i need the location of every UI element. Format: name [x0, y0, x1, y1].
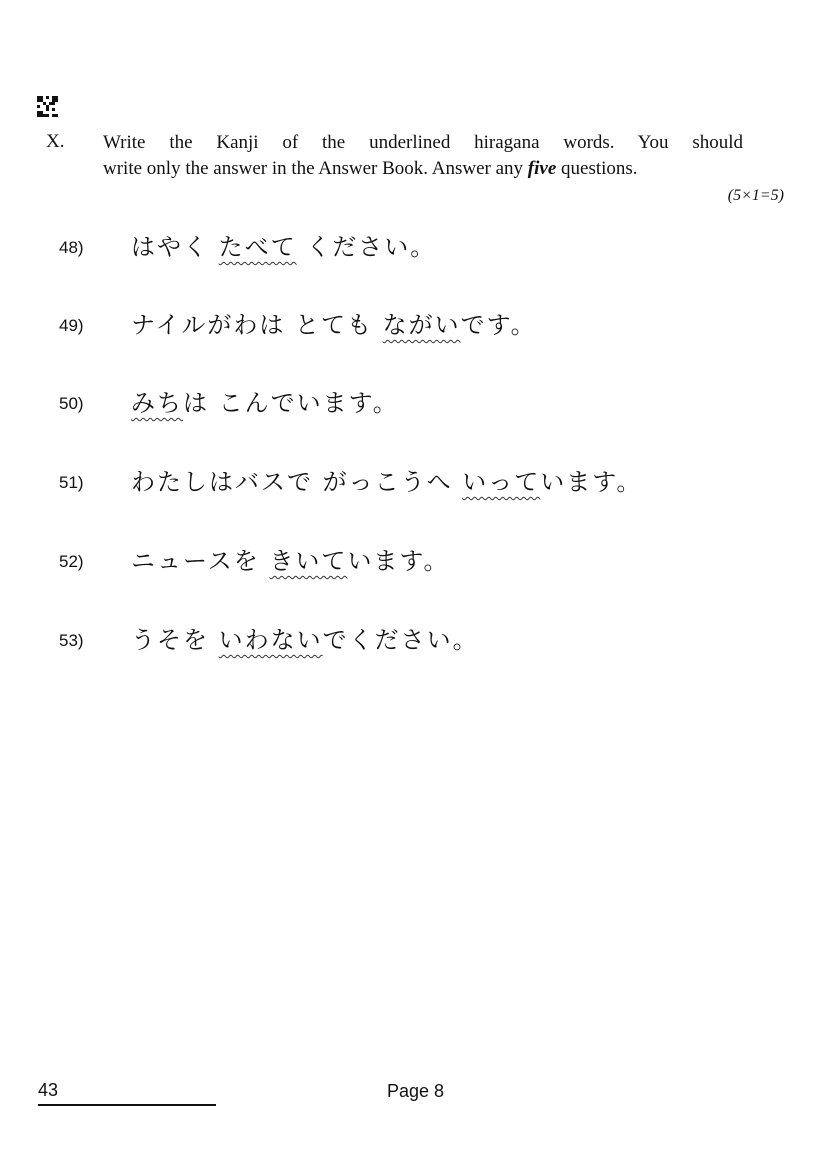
underlined-word: みち: [131, 389, 183, 417]
underlined-word: ながい: [382, 311, 461, 339]
underlined-word: いって: [462, 468, 541, 496]
instruction-line-1: Write the Kanji of the underlined hiragana words. You should: [103, 132, 743, 153]
question-text: [131, 305, 537, 340]
question-text: [131, 541, 450, 576]
question-text-post: です。: [460, 311, 537, 339]
underlined-word: たべて: [218, 233, 297, 261]
question-text-pre: うそを: [131, 626, 219, 654]
question-text-post: います。: [540, 468, 643, 496]
instruction-line-2: [103, 156, 743, 182]
question-53: [0, 618, 827, 658]
question-51: [0, 460, 827, 500]
question-48: [0, 225, 827, 265]
question-text-pre: ナイルがわは とても: [131, 311, 383, 339]
question-number: 50): [59, 394, 84, 413]
question-text-post: でください。: [322, 626, 479, 654]
section-number: X.: [46, 131, 65, 152]
page-number: Page 8: [387, 1081, 445, 1101]
marks-allocation: (5×1=5): [727, 187, 784, 204]
question-number: 51): [59, 473, 84, 492]
section-instruction: [103, 130, 743, 182]
question-50: [0, 381, 827, 421]
question-text-pre: ニュースを: [131, 547, 270, 575]
footer-divider: [38, 1104, 216, 1106]
question-number: 53): [59, 631, 84, 650]
question-text-pre: はやく: [131, 233, 219, 261]
question-number: 49): [59, 316, 84, 335]
question-text-post: は こんでいます。: [183, 389, 399, 417]
question-49: [0, 303, 827, 343]
question-number: 48): [59, 238, 84, 257]
question-text: [131, 227, 436, 262]
instruction-text: write only the answer in the Answer Book. Answer any: [103, 158, 528, 179]
question-text-post: ください。: [296, 233, 437, 261]
instruction-text-end: questions.: [556, 158, 638, 179]
question-text: [131, 383, 399, 418]
question-text-post: います。: [347, 547, 450, 575]
footer-code: 43: [38, 1080, 59, 1100]
question-text: [131, 620, 479, 655]
question-number: 52): [59, 552, 84, 571]
qr-code-icon: [37, 96, 58, 117]
question-52: [0, 539, 827, 579]
question-text-pre: わたしはバスで がっこうへ: [131, 468, 463, 496]
underlined-word: きいて: [269, 547, 348, 575]
question-text: [131, 462, 642, 497]
instruction-emphasis: five: [527, 158, 557, 179]
underlined-word: いわない: [218, 626, 323, 654]
